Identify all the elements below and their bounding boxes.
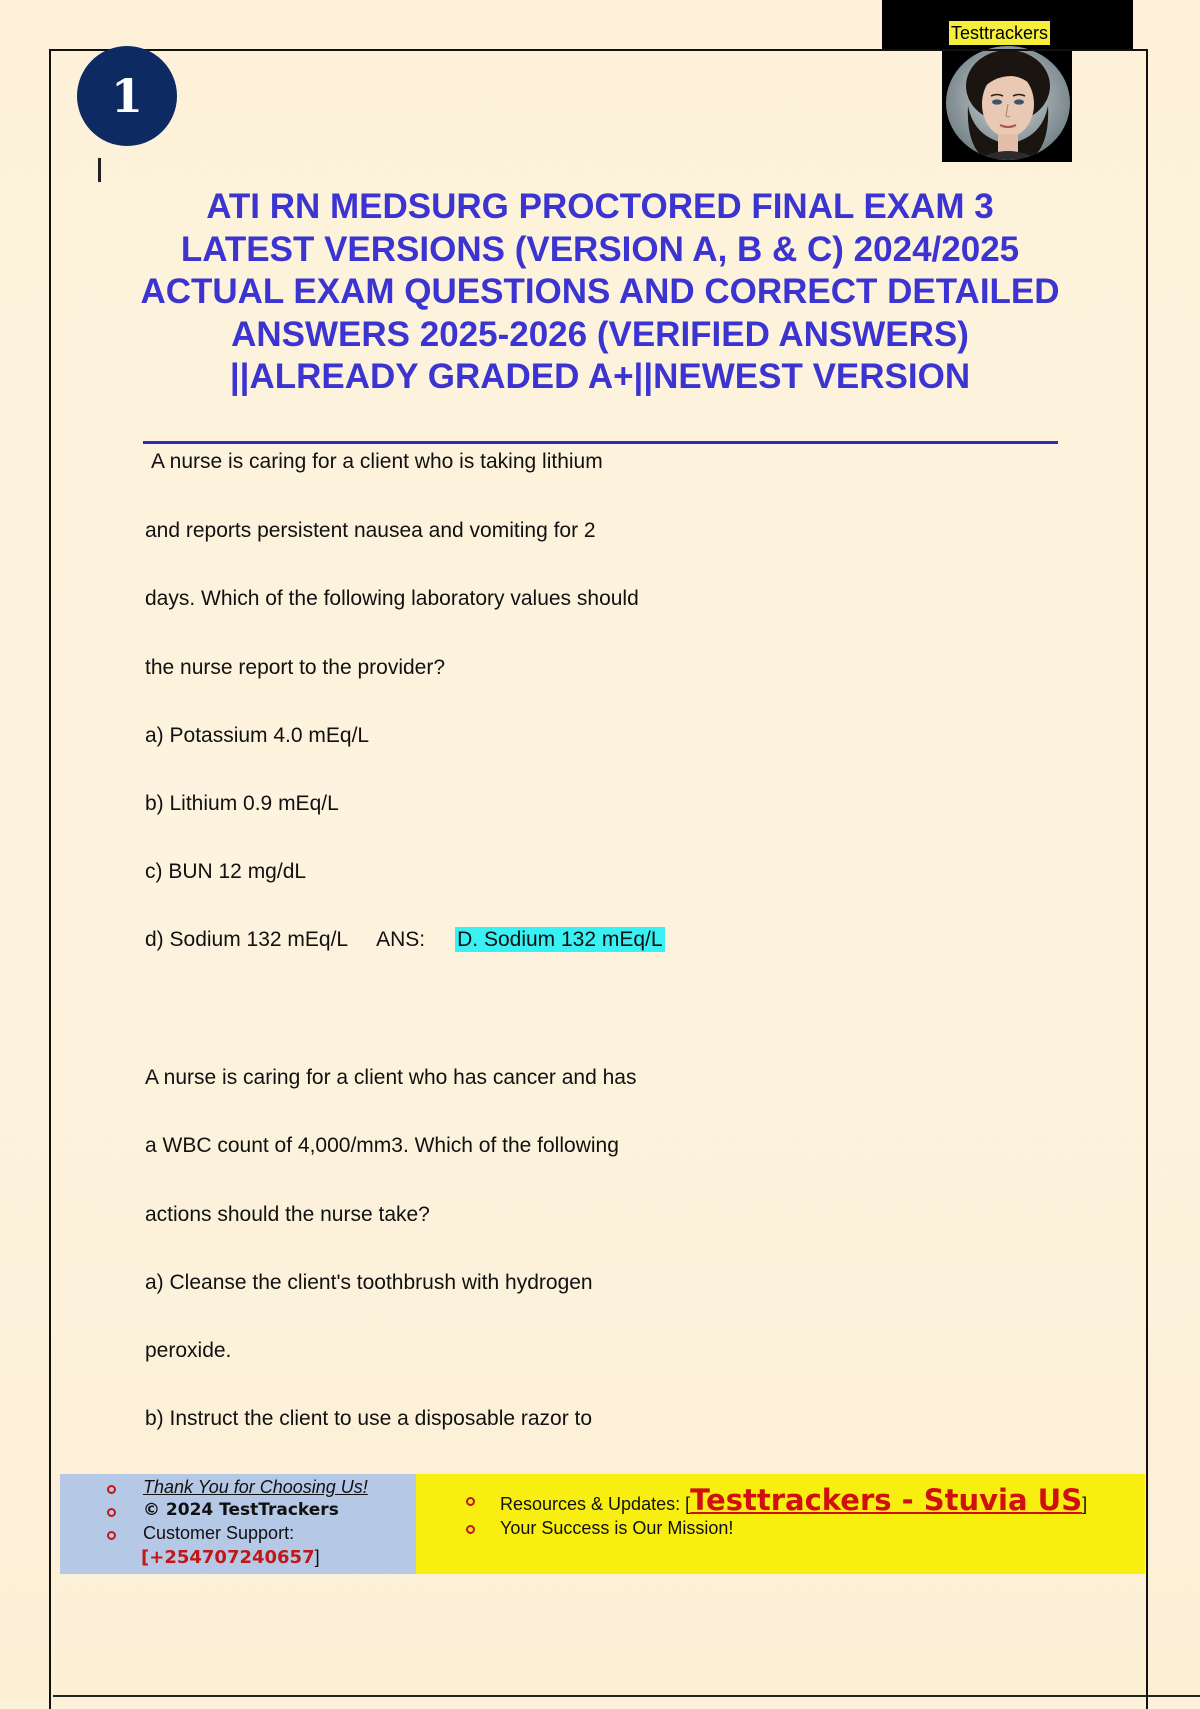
footer-phone-row [141, 1546, 320, 1569]
title-underline [143, 441, 1058, 444]
question-1-option-d: d) Sodium 132 mEq/L [145, 928, 349, 951]
question-1-stem-line: A nurse is caring for a client who is taking lithium [151, 450, 603, 473]
question-1-option-a: a) Potassium 4.0 mEq/L [145, 724, 370, 747]
bracket: [ [141, 1547, 150, 1568]
bracket: ] [1082, 1494, 1088, 1514]
question-1-stem-line: and reports persistent nausea and vomiting for 2 [145, 519, 596, 542]
footer-copyright: © 2024 TestTrackers [143, 1500, 339, 1520]
footer-thanks-link[interactable]: Thank You for Choosing Us! [143, 1477, 368, 1497]
answer-label: ANS: [376, 928, 426, 951]
question-2-option-a: a) Cleanse the client's toothbrush with hydrogen [145, 1271, 593, 1294]
bracket: ] [314, 1547, 320, 1567]
question-2-option-b: b) Instruct the client to use a disposable razor to [145, 1407, 593, 1430]
question-1-stem-line: days. Which of the following laboratory values should [145, 587, 639, 610]
question-2-option-a-cont: peroxide. [145, 1339, 232, 1362]
bullet-icon [107, 1485, 116, 1494]
bullet-icon [466, 1525, 475, 1534]
page-bottom-rule [53, 1695, 1200, 1697]
footer-support-label: Customer Support: [143, 1523, 295, 1543]
brand-label: Testtrackers [951, 23, 1049, 43]
answer-highlight: D. Sodium 132 mEq/L [457, 928, 663, 951]
bullet-icon [466, 1497, 475, 1506]
question-1-option-c: c) BUN 12 mg/dL [145, 860, 307, 883]
stuvia-store-link[interactable]: Testtrackers - Stuvia US [690, 1483, 1083, 1517]
bracket: [ [685, 1494, 691, 1514]
question-1-stem-line: the nurse report to the provider? [145, 656, 446, 679]
bullet-icon [107, 1508, 116, 1517]
question-1-option-b: b) Lithium 0.9 mEq/L [145, 792, 339, 815]
resources-label: Resources & Updates: [500, 1494, 681, 1514]
document-title: ATI RN MEDSURG PROCTORED FINAL EXAM 3 LATEST VERSIONS (VERSION A, B & C) 2024/2025 ACTUAL EXAM QUESTIONS AND CORRECT DETAILED ANSWERS 2025-2026 (VERIFIED ANSWERS) ||ALREADY GRADED A+||NEWEST VERSION [140, 187, 1060, 396]
question-2-stem-line: actions should the nurse take? [145, 1203, 430, 1226]
bullet-icon [107, 1531, 116, 1540]
question-2-stem-line: a WBC count of 4,000/mm3. Which of the following [145, 1134, 619, 1157]
text-cursor [98, 158, 101, 182]
support-phone-link[interactable]: +254707240657 [149, 1547, 315, 1568]
question-1-option-d-row [145, 927, 665, 953]
question-2-stem-line: A nurse is caring for a client who has cancer and has [145, 1066, 637, 1089]
footer-mission: Your Success is Our Mission! [500, 1518, 734, 1538]
footer-resources-row [500, 1484, 1087, 1520]
page-number-badge: 1 [77, 46, 177, 146]
